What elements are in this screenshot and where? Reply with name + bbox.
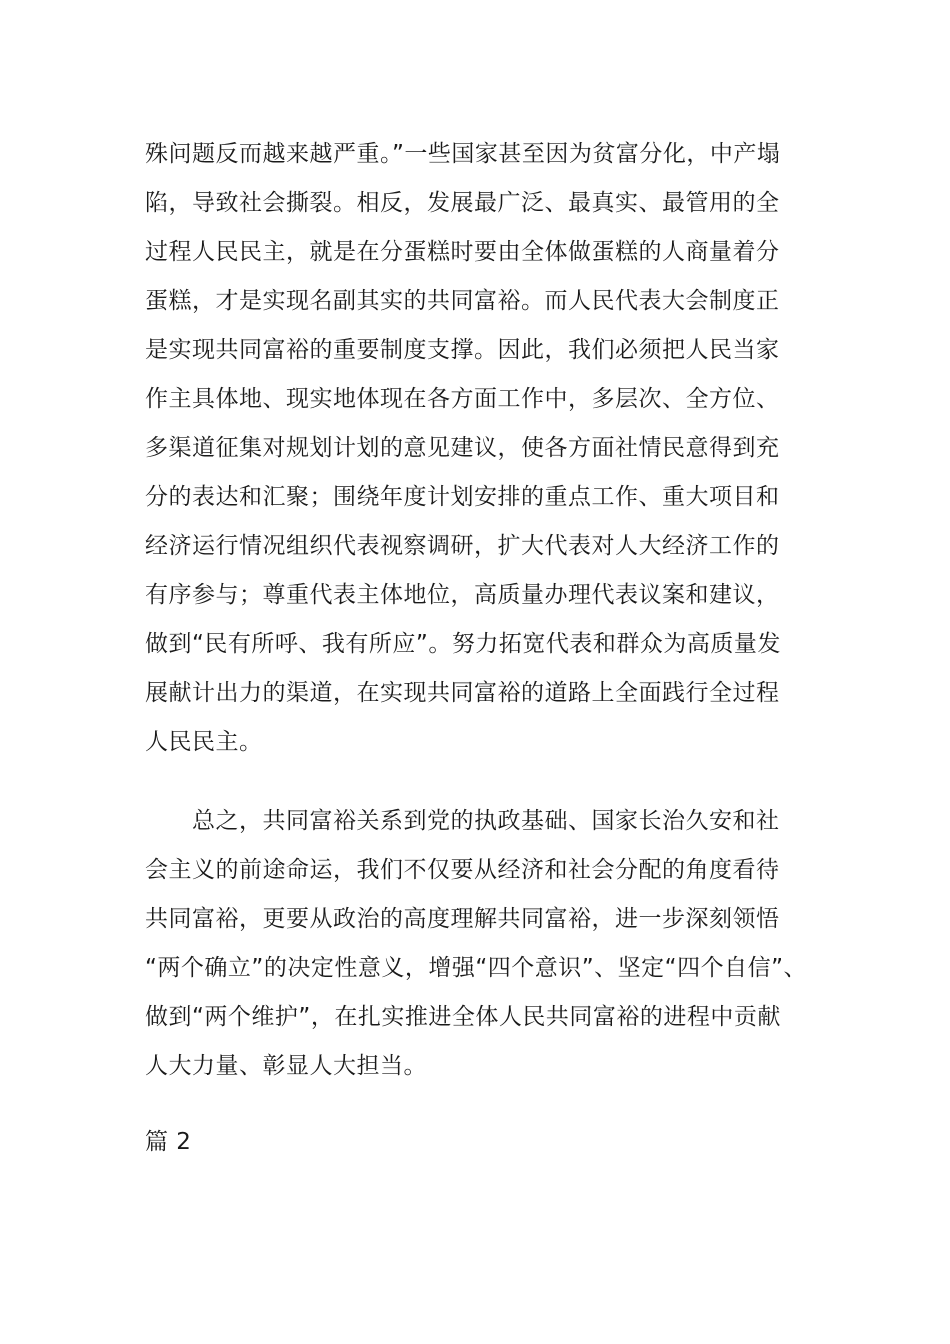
paragraph-2-line: 人大力量、彰显人大担当。 bbox=[145, 1053, 427, 1079]
section-heading: 篇 2 bbox=[145, 1129, 192, 1155]
paragraph-2-line: 做到“两个维护”，在扎实推进全体人民共同富裕的进程中贡献 bbox=[145, 1004, 781, 1030]
paragraph-1-line: 殊问题反而越来越严重。”一些国家甚至因为贫富分化，中产塌 bbox=[145, 141, 781, 167]
paragraph-1-line: 经济运行情况组织代表视察调研，扩大代表对人大经济工作的 bbox=[145, 533, 780, 559]
paragraph-1-line: 有序参与；尊重代表主体地位，高质量办理代表议案和建议， bbox=[145, 582, 780, 608]
paragraph-2-line: “两个确立”的决定性意义，增强“四个意识”、坚定“四个自信”、 bbox=[145, 955, 807, 981]
paragraph-1-line: 多渠道征集对规划计划的意见建议，使各方面社情民意得到充 bbox=[145, 435, 780, 461]
paragraph-1-line: 过程人民民主，就是在分蛋糕时要由全体做蛋糕的人商量着分 bbox=[145, 239, 780, 265]
paragraph-1-line: 陷，导致社会撕裂。相反，发展最广泛、最真实、最管用的全 bbox=[145, 190, 780, 216]
paragraph-1-line: 展献计出力的渠道，在实现共同富裕的道路上全面践行全过程 bbox=[145, 680, 780, 706]
paragraph-1-line: 作主具体地、现实地体现在各方面工作中，多层次、全方位、 bbox=[145, 386, 780, 412]
paragraph-1-line: 是实现共同富裕的重要制度支撑。因此，我们必须把人民当家 bbox=[145, 337, 780, 363]
paragraph-1-line: 做到“民有所呼、我有所应”。努力拓宽代表和群众为高质量发 bbox=[145, 631, 781, 657]
paragraph-1-line: 蛋糕，才是实现名副其实的共同富裕。而人民代表大会制度正 bbox=[145, 288, 780, 314]
paragraph-2-line: 共同富裕，更要从政治的高度理解共同富裕，进一步深刻领悟 bbox=[145, 906, 780, 932]
paragraph-2-line: 会主义的前途命运，我们不仅要从经济和社会分配的角度看待 bbox=[145, 857, 780, 883]
paragraph-1-line: 人民民主。 bbox=[145, 729, 263, 755]
paragraph-2-line: 总之，共同富裕关系到党的执政基础、国家长治久安和社 bbox=[192, 808, 780, 834]
paragraph-1-line: 分的表达和汇聚；围绕年度计划安排的重点工作、重大项目和 bbox=[145, 484, 780, 510]
